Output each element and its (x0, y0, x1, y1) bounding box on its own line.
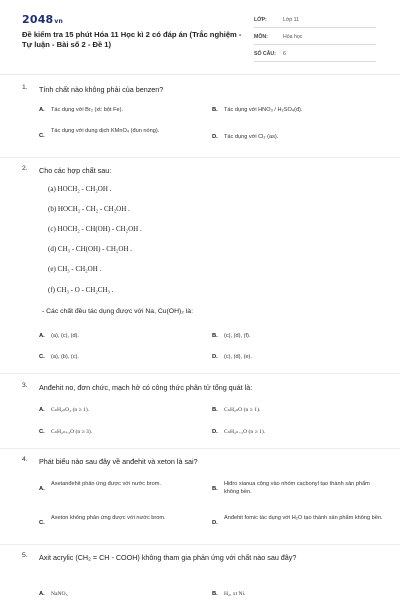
question-number: 5. (22, 552, 28, 559)
meta-class-row (254, 14, 376, 28)
question-divider (0, 544, 400, 545)
meta-count-row (254, 48, 376, 62)
question-divider (0, 157, 400, 158)
meta-key: SỐ CÂU: (254, 51, 276, 57)
question-1: 1. Tính chất nào không phải của benzen? A. Tác dụng với Br₂ (xt: bột Fe). B. Tác dụng với HNO₃ / H₂SO₄(đ). C. Tác dụng với dung dịch KMnO₄ (đun nóng). D. Tác dụng với Cl₂ (as). (22, 84, 382, 154)
compound-c: (c) HOCH₂ - CH(OH) - CH₂OH . (48, 225, 142, 233)
question-2: 2. Cho các hợp chất sau: (a) HOCH₂ - CH₂OH . (b) HOCH₂ - CH₂ - CH₂OH . (c) HOCH₂ - CH(OH) - CH₂OH . (d) CH₃ - CH(OH) - CH₂OH . (e) CH₃ - CH₂OH . (f) CH₃ - O - CH₂CH₃ . - Các chất đều tác dụng được với Na, Cu(OH)₂ là: A. (a), (c), (d). B. (c), (d), (f). C. (a), (b), (c). D. (c), (d), (e). (22, 165, 382, 375)
question-note: - Các chất đều tác dụng được với Na, Cu(OH)₂ là: (42, 308, 193, 315)
compound-a: (a) HOCH₂ - CH₂OH . (48, 185, 112, 193)
question-text: Cho các hợp chất sau: (39, 166, 112, 175)
meta-subject-row (254, 31, 376, 45)
meta-value: Lớp 11 (283, 17, 299, 23)
question-text: Axit acrylic (CH₂ = CH - COOH) không tham gia phản ứng với chất nào sau đây? (39, 553, 297, 562)
question-divider (0, 373, 400, 374)
question-3: 3. Anđehit no, đơn chức, mạch hở có công thức phân tử tổng quát là: A. CₙH₂ₙO₂ (n ≥ 1). B. CₙH₂ₙO (n ≥ 1). C. CₙH₂ₙ₊₂O (n ≥ 3). D. CₙH₂ₙ₋₂O (n ≥ 1). (22, 382, 382, 442)
meta-key: LỚP: (254, 17, 267, 23)
worksheet-header (0, 0, 400, 68)
worksheet-title: Đề kiểm tra 15 phút Hóa 11 Học kì 2 có đáp án (Trắc nghiệm - Tự luận - Bài số 2 - Đề 1) (22, 30, 242, 49)
question-number: 2. (22, 165, 28, 172)
question-number: 3. (22, 382, 28, 389)
meta-key: MÔN: (254, 34, 268, 40)
question-text: Tính chất nào không phải của benzen? (39, 85, 164, 94)
question-number: 4. (22, 456, 28, 463)
question-5: 5. Axit acrylic (CH₂ = CH - COOH) không tham gia phản ứng với chất nào sau đây? A. NaNO₃ B. H₂, xt Ni. (22, 552, 382, 600)
compound-f: (f) CH₃ - O - CH₂CH₃ . (48, 286, 114, 294)
compound-b: (b) HOCH₂ - CH₂ - CH₂OH . (48, 205, 130, 213)
question-divider (0, 448, 400, 449)
meta-value: 6 (283, 51, 286, 57)
site-logo[interactable]: 2048vn (22, 13, 64, 26)
question-number: 1. (22, 84, 28, 91)
header-divider (0, 74, 400, 75)
question-text: Phát biểu nào sau đây về anđehit và xeton là sai? (39, 457, 198, 466)
compound-d: (d) CH₃ - CH(OH) - CH₂OH . (48, 245, 133, 253)
question-text: Anđehit no, đơn chức, mạch hở có công thức phân tử tổng quát là: (39, 383, 253, 392)
worksheet-meta (254, 14, 376, 65)
compound-e: (e) CH₃ - CH₂OH . (48, 265, 102, 273)
question-4: 4. Phát biểu nào sau đây về anđehit và xeton là sai? A. Axetanđehit phản ứng được với nước brom. B. Hiđro xianua cộng vào nhóm cacbonyl tạo thành sản phẩm không bền. C. Axeton không phản ứng được với nước brom. D. Anđehit fomic tác dụng với H₂O tạo thành sản phẩm không bền. (22, 456, 383, 526)
meta-value: Hóa học (283, 34, 303, 40)
